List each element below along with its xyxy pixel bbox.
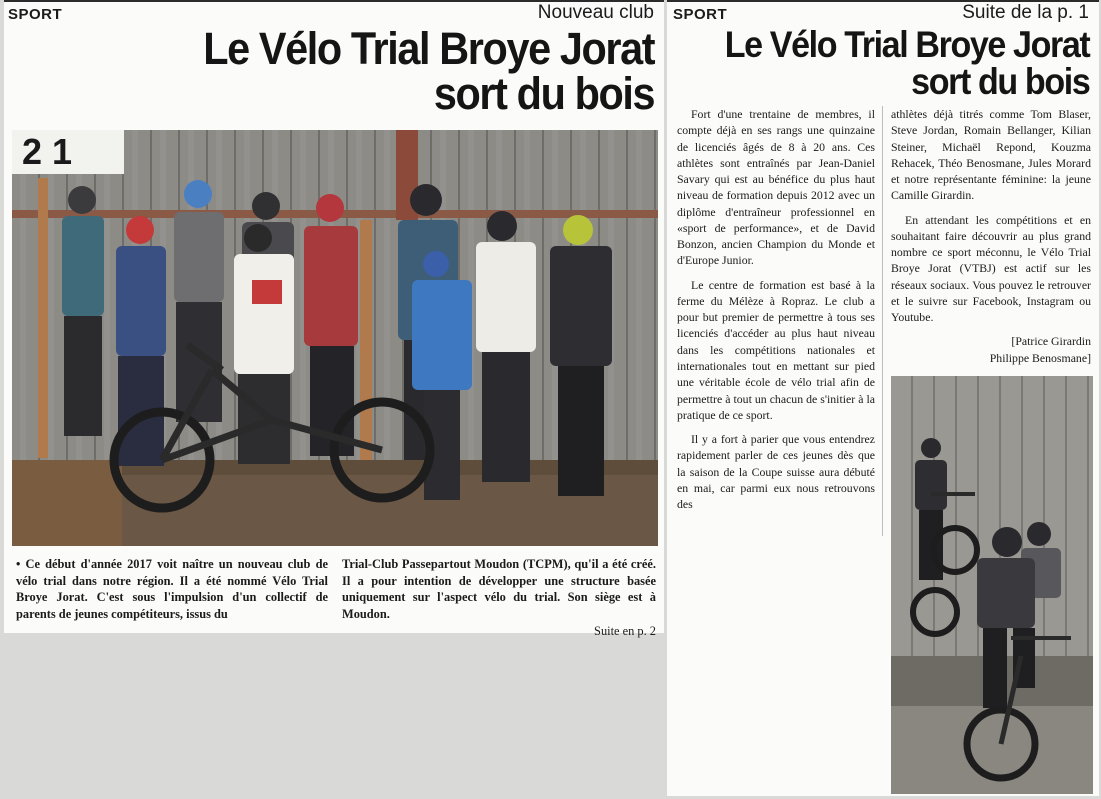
caption-column-1	[16, 556, 328, 623]
caption-text-1: Ce début d'année 2017 voit naître un nouveau club de vélo trial dans notre région. Il a été nommé Vélo Trial Broye Jorat. C'est sous l'impulsion d'un collectif de parents de jeunes compétiteurs, issus du	[16, 557, 328, 622]
article-column-2	[891, 106, 1091, 366]
headline-line-1: Le Vélo Trial Broye Jorat	[724, 24, 1089, 65]
headline-line-1: Le Vélo Trial Broye Jorat	[203, 23, 654, 74]
paragraph: En attendant les compétitions et en souhaitant faire découvrir au plus grand nombre ce sport méconnu, le Vélo Trial Broye Jorat (VTBJ) est actif sur les réseaux sociaux. Vous pouvez le retrouver et le suivre sur Facebook, Instagram ou Youtube.	[891, 212, 1091, 325]
column-divider	[882, 106, 883, 536]
paragraph: Il y a fort à parier que vous entendrez rapidement parler de ces jeunes dès que la saison de la Coupe suisse aura débuté en mai, car parmi eux nous retrouvons des	[677, 432, 875, 512]
front-page-article	[4, 0, 664, 638]
signature-line-1: [Patrice Girardin	[1011, 334, 1091, 349]
scoreboard-text: 2 1	[22, 131, 73, 172]
article-column-1	[677, 106, 875, 520]
caption-column-2	[342, 556, 656, 640]
kicker: Suite de la p. 1	[962, 2, 1089, 23]
continued-link[interactable]: Suite en p. 2	[594, 623, 656, 638]
paragraph: Le centre de formation est basé à la ferme du Mélèze à Ropraz. Le club a pour but premier de permettre à tous ses licenciés d'accéder au plus haut niveau dans les compétitions nationales et internationales tout en mettant sur pied une véritable école de vélo trial afin de permettre à tout un chacun de s'initier à la pratique de ce sport.	[677, 277, 875, 422]
paragraph: athlètes déjà titrés comme Tom Blaser, Steve Jordan, Romain Bellanger, Kilian Steiner, Michaël Repond, Kouzma Rehacek, Théo Benosmane, Jules Morard et notre représentante féminine: la jeune Camille Girardin.	[891, 107, 1091, 203]
caption-text-2: Trial-Club Passepartout Moudon (TCPM), qu'il a été créé. Il a pour intention de développer une structure basée uniquement sur l'aspect vélo du trial. Son siège est à Moudon.	[342, 557, 656, 622]
continued-page-article	[667, 0, 1099, 796]
headline	[724, 26, 1089, 100]
rider-photo	[891, 376, 1093, 794]
kicker: Nouveau club	[537, 2, 654, 23]
group-photo-illustration	[12, 130, 658, 546]
group-photo	[12, 130, 658, 546]
rider-photo-illustration	[891, 376, 1093, 794]
headline-line-2: sort du bois	[433, 68, 654, 119]
headline	[203, 23, 654, 119]
signature-line-2: Philippe Benosmane]	[989, 350, 1091, 365]
headline-line-2: sort du bois	[910, 61, 1089, 102]
section-rubric: SPORT	[8, 6, 63, 23]
bullet: •	[16, 557, 26, 571]
signature	[891, 333, 1091, 366]
paragraph: Fort d'une trentaine de membres, il compte déjà en ses rangs une quinzaine de licenciés âgés de 8 à 20 ans. Ces athlètes sont entraînés par Jean-Daniel Savary qui est au bénéfice du plus haut niveau de formation depuis 2012 avec un diplôme d'entraîneur professionnel en «sport de performance», et de David Bonzon, ancien Champion du Monde et d'Europe Junior.	[677, 107, 875, 268]
section-rubric: SPORT	[673, 6, 728, 23]
